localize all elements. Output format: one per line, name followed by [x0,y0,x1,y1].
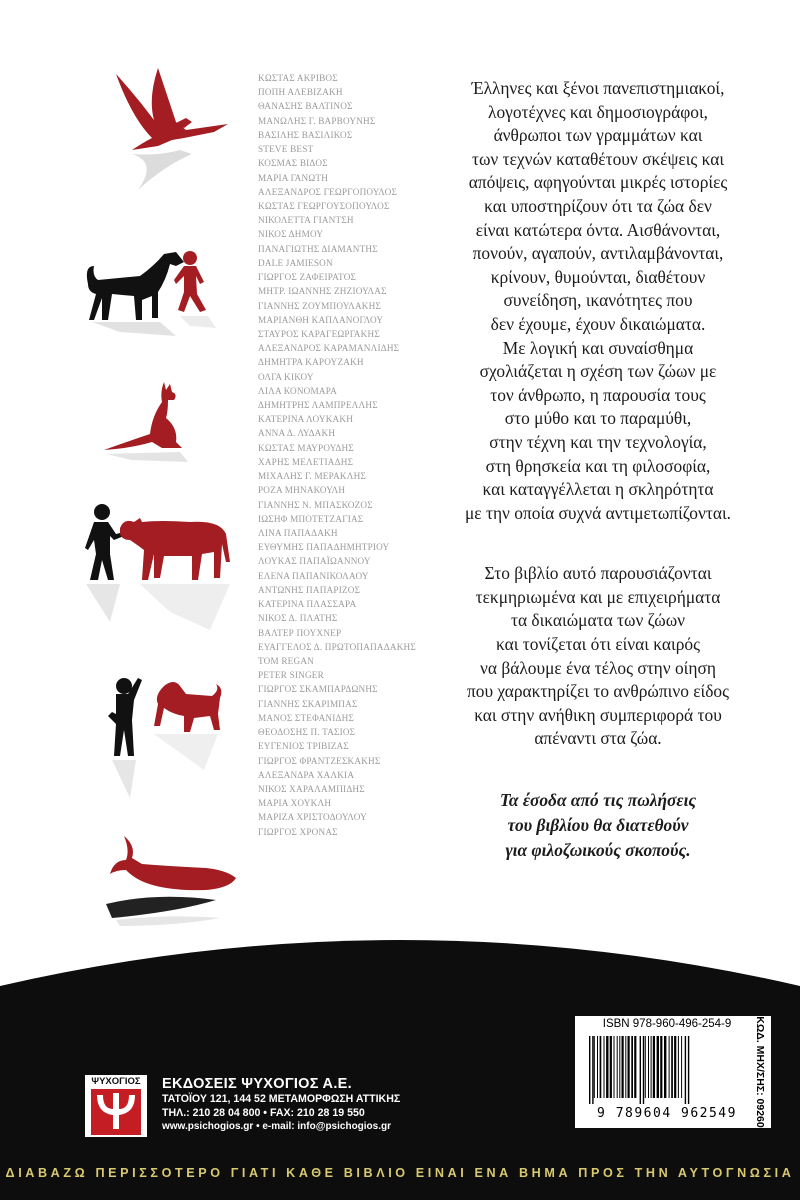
blurb-paragraph-1 [398,77,798,525]
contributor-name: ΕΥΘΥΜΗΣ ΠΑΠΑΔΗΜΗΤΡΙΟΥ [258,542,390,553]
contributor-name: ΓΙΩΡΓΟΣ ΧΡΟΝΑΣ [258,826,338,837]
contributor-name: ΑΛΕΞΑΝΔΡΟΣ ΓΕΩΡΓΟΠΟΥΛΟΣ [258,186,397,197]
contributor-name: ΓΙΩΡΓΟΣ ΦΡΑΝΤΖΕΣΚΑΚΗΣ [258,755,381,766]
contributor-name: ΜΑΡΙΖΑ ΧΡΙΣΤΟΔΟΥΛΟΥ [258,812,367,823]
contributor-name: ΓΙΑΝΝΗΣ ΖΟΥΜΠΟΥΛΑΚΗΣ [258,300,381,311]
contributor-name: ΝΙΚΟΣ ΧΑΡΑΛΑΜΠΙΔΗΣ [258,783,365,794]
contributor-name: ΡΟΖΑ ΜΗΝΑΚΟΥΛΗ [258,485,346,496]
contributor-name: ΜΗΤΡ. ΙΩΑΝΝΗΣ ΖΗΖΙΟΥΛΑΣ [258,286,387,297]
contributor-name: TOM REGAN [258,655,314,666]
blurb-line: να βάλουμε ένα τέλος στην οίηση [480,657,716,678]
contributor-name: ΕΛΕΝΑ ΠΑΠΑΝΙΚΟΛΑΟΥ [258,570,369,581]
whale-icon [96,830,246,930]
blurb-line: Στο βιβλίο αυτό παρουσιάζονται [484,563,712,584]
publisher-address: ΤΑΤΟΪΟΥ 121, 144 52 ΜΕΤΑΜΟΡΦΩΣΗ ΑΤΤΙΚΗΣ [162,1093,401,1105]
blurb-line: τα δικαιώματα των ζώων [510,610,686,631]
illustrations-column [80,50,240,930]
contributor-name: ΝΙΚΟΣ ΔΗΜΟΥ [258,229,324,240]
contributor-name: ΜΙΧΑΛΗΣ Γ. ΜΕΡΑΚΛΗΣ [258,471,367,482]
contributor-name: ΛΙΛΑ ΚΟΝΟΜΑΡΑ [258,385,338,396]
product-code-text: ΚΩΔ. ΜΗΧ/ΣΗΣ: 09260 [754,1016,766,1128]
motto: ΔΙΑΒΑΖΩ ΠΕΡΙΣΣΟΤΕΡΟ ΓΙΑΤΙ ΚΑΘΕ ΒΙΒΛΙΟ ΕΙΝΑΙ ΕΝΑ ΒΗΜΑ ΠΡΟΣ ΤΗΝ ΑΥΤΟΓΝΩΣΙΑ [5,1166,795,1180]
blurb-line: Με λογική και συναίσθημα [502,337,694,358]
contributor-name: ΚΑΤΕΡΙΝΑ ΠΛΑΣΣΑΡΑ [258,599,357,610]
blurb-line: του βιβλίου θα διατεθούν [507,815,689,836]
contributor-name: ΓΙΑΝΝΗΣ Ν. ΜΠΑΣΚΟΖΟΣ [258,499,373,510]
barcode-digits: 9 789604 962549 [597,1106,737,1121]
contributor-name: ΚΑΤΕΡΙΝΑ ΛΟΥΚΑΚΗ [258,414,354,425]
blurb-line: τεκμηριωμένα και με επιχειρήματα [475,586,721,607]
dog-and-child-icon [80,236,230,376]
contributor-name: ΝΙΚΟΣ Δ. ΠΛΑΤΗΣ [258,613,338,624]
blurb-proceeds-note [398,788,798,863]
blurb-line: συνείδηση, ικανότητες που [503,290,693,311]
eagle-icon [88,58,238,198]
blurb-line: δεν έχουμε, έχουν δικαιώματα. [490,313,706,334]
blurb-line: με την οποία συχνά αντιμετωπίζονται. [464,502,731,523]
contributor-name: ΑΛΕΞΑΝΔΡΑ ΧΑΛΚΙΑ [258,769,355,780]
contributor-name: ΛΟΥΚΑΣ ΠΑΠΑΪΩΑΝΝΟΥ [258,556,371,567]
contributor-name: ΜΑΝΩΛΗΣ Γ. ΒΑΡΒΟΥΝΗΣ [258,115,376,126]
blurb-line: κρίνουν, θυμούνται, διαθέτουν [490,266,706,287]
blurb-line: τον άνθρωπο, η παρουσία τους [490,384,706,405]
contributor-name: ΑΝΝΑ Δ. ΛΥΔΑΚΗ [258,428,336,439]
blurb-line: Τα έσοδα από τις πωλήσεις [499,790,697,811]
contributor-name: ΕΥΑΓΓΕΛΟΣ Δ. ΠΡΩΤΟΠΑΠΑΔΑΚΗΣ [258,641,416,652]
contributor-name: ΓΙΩΡΓΟΣ ΣΚΑΜΠΑΡΔΩΝΗΣ [258,684,378,695]
contributor-name: ΣΤΑΥΡΟΣ ΚΑΡΑΓΕΩΡΓΑΚΗΣ [258,328,380,339]
contributor-name: ΛΙΝΑ ΠΑΠΑΔΑΚΗ [258,528,338,538]
blurb-paragraph-2 [398,562,798,751]
blurb-line: των τεχνών καταθέτουν σκέψεις και [471,148,725,169]
contributor-name: ΒΑΛΤΕΡ ΠΟΥΧΝΕΡ [258,627,342,638]
publisher-logo [85,1075,147,1137]
blurb-line: στο μύθο και το παραμύθι, [504,408,692,429]
contributor-name: ΠΑΝΑΓΙΩΤΗΣ ΔΙΑΜΑΝΤΗΣ [258,243,378,254]
blurb-line: που χαρακτηρίζει το ανθρώπινο είδος [467,681,729,702]
contributor-name: DALE JAMIESON [258,257,333,268]
contributor-name: STEVE BEST [258,144,314,155]
child-and-dog-icon [94,670,244,820]
contributor-name: ΔΗΜΗΤΡΗΣ ΛΑΜΠΡΕΛΛΗΣ [258,400,378,411]
blurb-line: πονούν, αγαπούν, αντιλαμβάνονται, [472,243,724,264]
contributor-name: ΟΛΓΑ ΚΙΚΟΥ [258,371,314,382]
blurb-line: στην τέχνη και την τεχνολογία, [489,431,707,452]
contributor-name: ΔΗΜΗΤΡΑ ΚΑΡΟΥΖΑΚΗ [258,357,364,368]
blurb-line: και υποστηρίζουν ότι τα ζώα δεν [484,195,712,216]
blurb-line: άνθρωποι των γραμμάτων και [493,125,703,146]
contributor-name: ΜΑΡΙΑ ΧΟΥΚΛΗ [258,798,332,809]
publisher-phone: ΤΗΛ.: 210 28 04 800 • FAX: 210 28 19 550 [162,1107,365,1119]
publisher-info [162,1076,400,1134]
blurb-line: και καταγγέλλεται η σκληρότητα [482,479,714,500]
contributor-name: PETER SINGER [258,670,324,681]
blurb-line: στη θρησκεία και τη φιλοσοφία, [485,455,711,476]
isbn-label: ISBN 978-960-496-254-9 [602,1018,732,1030]
kangaroo-icon [92,378,242,468]
contributor-name: ΙΩΣΗΦ ΜΠΟΤΕΤΖΑΓΙΑΣ [258,513,364,524]
blurb-line: για φιλοζωικούς σκοπούς. [505,840,691,861]
publisher-logo-text: ΨΥΧΟΓΙΟΣ [91,1076,141,1087]
blurb-line: και στην ανήθικη συμπεριφορά του [474,704,722,725]
contributor-name: ΚΩΣΤΑΣ ΑΚΡΙΒΟΣ [258,73,338,83]
contributor-name: ΓΙΩΡΓΟΣ ΖΑΦΕΙΡΑΤΟΣ [258,272,357,283]
contributor-name: ΑΝΤΩΝΗΣ ΠΑΠΑΡΙΖΟΣ [258,584,361,595]
contributor-name: ΘΕΟΔΟΣΗΣ Π. ΤΑΣΙΟΣ [258,727,356,738]
publisher-web: www.psichogios.gr • e-mail: info@psichogios.gr [162,1121,392,1132]
contributor-name: ΑΛΕΞΑΝΔΡΟΣ ΚΑΡΑΜΑΝΛΙΔΗΣ [258,343,400,354]
contributor-name: ΜΑΡΙΑ ΓΑΝΩΤΗ [258,172,329,183]
blurb-line: είναι κατώτερα όντα. Αισθάνονται, [475,219,721,240]
blurb-line: λογοτέχνες και δημοσιογράφοι, [488,101,708,122]
blurb-line: απόψεις, αφηγούνται μικρές ιστορίες [468,172,728,193]
contributor-name: ΘΑΝΑΣΗΣ ΒΑΛΤΙΝΟΣ [258,101,353,112]
contributor-name: ΜΑΡΙΑΝΘΗ ΚΑΠΛΑΝΟΓΛΟΥ [258,314,384,325]
contributor-name: ΚΩΣΤΑΣ ΓΕΩΡΓΟΥΣΟΠΟΥΛΟΣ [258,200,390,211]
blurb-line: σχολιάζεται η σχέση των ζώων με [479,361,717,382]
contributor-name: ΕΥΓΕΝΙΟΣ ΤΡΙΒΙΖΑΣ [258,741,349,752]
blurb [398,77,798,863]
contributors-list [258,71,416,839]
blurb-line: και τονίζεται ότι είναι καιρός [496,634,700,655]
child-and-horse-icon [80,500,240,660]
barcode-box [575,1016,771,1128]
publisher-name: ΕΚΔΟΣΕΙΣ ΨΥΧΟΓΙΟΣ Α.Ε. [162,1076,352,1092]
blurb-line: Έλληνες και ξένοι πανεπιστημιακοί, [471,78,725,98]
contributor-name: ΜΑΝΟΣ ΣΤΕΦΑΝΙΔΗΣ [258,712,354,723]
product-code [751,1016,769,1128]
psi-logo-icon [91,1089,141,1135]
contributor-name: ΚΟΣΜΑΣ ΒΙΔΟΣ [258,158,328,169]
contributor-name: ΠΟΠΗ ΑΛΕΒΙΖΑΚΗ [258,87,343,98]
blurb-line: απέναντι στα ζώα. [534,728,662,749]
contributor-name: ΓΙΑΝΝΗΣ ΣΚΑΡΙΜΠΑΣ [258,698,358,709]
contributor-name: ΒΑΣΙΛΗΣ ΒΑΣΙΛΙΚΟΣ [258,129,353,140]
contributor-name: ΧΑΡΗΣ ΜΕΛΕΤΙΑΔΗΣ [258,456,354,467]
barcode-icon [585,1036,749,1104]
contributor-name: ΝΙΚΟΛΕΤΤΑ ΓΙΑΝΤΣΗ [258,215,354,226]
contributor-name: ΚΩΣΤΑΣ ΜΑΥΡΟΥΔΗΣ [258,442,354,453]
